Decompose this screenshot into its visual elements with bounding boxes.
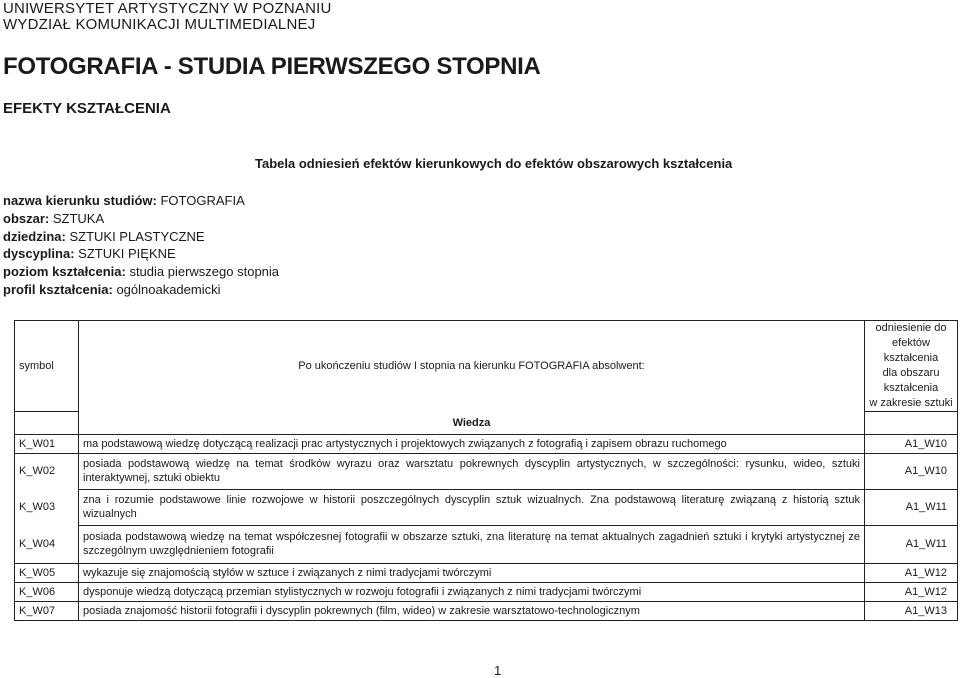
row-description: posiada podstawową wiedzę na temat współczesnej fotografii w obszarze sztuki, zna literaturę na temat aktualnych zagadnień sztuki i krytyki artystycznej ze szczególnym uwzględnieniem fotografii (79, 525, 865, 563)
program-metadata (3, 192, 279, 299)
row-description: ma podstawową wiedzę dotyczącą realizacji prac artystycznych i projektowych związanych z fotografią i zapisem obrazu ruchomego (79, 434, 865, 453)
row-reference: A1_W12 (865, 563, 958, 582)
university-name: UNIWERSYTET ARTYSTYCZNY W POZNANIU (3, 0, 332, 17)
row-reference: A1_W10 (865, 434, 958, 453)
row-symbol: K_W01 (15, 434, 79, 453)
row-description: posiada znajomość historii fotografii i dyscyplin pokrewnych (film, wideo) w zakresie warsztatowo-technologicznym (79, 601, 865, 620)
row-reference: A1_W13 (865, 601, 958, 620)
row-description: dysponuje wiedzą dotyczącą przemian stylistycznych w rozwoju fotografii i związanych z nimi tradycjami twórczymi (79, 582, 865, 601)
row-reference: A1_W10 (865, 453, 958, 489)
row-symbol: K_W07 (15, 601, 79, 620)
meta-profil: profil kształcenia: ogólnoakademicki (3, 281, 221, 297)
section-label: Wiedza (79, 412, 865, 435)
row-symbol: K_W05 (15, 563, 79, 582)
document-title: FOTOGRAFIA - STUDIA PIERWSZEGO STOPNIA (3, 53, 541, 80)
row-symbol: K_W04 (15, 525, 79, 563)
row-description: posiada podstawową wiedzę na temat środków wyrazu oraz warsztatu pokrewnych dyscyplin artystycznych, w szczególności: rysunku, wideo, sztuki interaktywnej, sztuki obiektu (79, 453, 865, 489)
meta-dziedzina: dziedzina: SZTUKI PLASTYCZNE (3, 228, 205, 244)
row-reference: A1_W11 (865, 489, 958, 525)
row-reference: A1_W12 (865, 582, 958, 601)
row-description: zna i rozumie podstawowe linie rozwojowe w historii poszczególnych dyscyplin sztuk wizualnych. Zna podstawową literaturę związaną z historią sztuk wizualnych (79, 489, 865, 525)
section-row (15, 412, 958, 435)
header-symbol: symbol (15, 321, 79, 412)
table-title: Tabela odniesień efektów kierunkowych do efektów obszarowych kształcenia (255, 156, 733, 171)
row-symbol: K_W02 (15, 453, 79, 489)
table-row (15, 601, 958, 620)
meta-poziom: poziom kształcenia: studia pierwszego stopnia (3, 264, 280, 280)
header-description: Po ukończeniu studiów I stopnia na kierunku FOTOGRAFIA absolwent: (79, 321, 865, 412)
table-header-row (15, 321, 958, 412)
page-number: 1 (494, 663, 502, 678)
table-row (15, 525, 958, 563)
row-symbol: K_W03 (15, 489, 79, 525)
row-reference: A1_W11 (865, 525, 958, 563)
table-row (15, 563, 958, 582)
row-symbol: K_W06 (15, 582, 79, 601)
table-row (15, 434, 958, 453)
row-description: wykazuje się znajomością stylów w sztuce i związanych z nimi tradycjami twórczymi (79, 563, 865, 582)
document-subtitle: EFEKTY KSZTAŁCENIA (3, 100, 171, 117)
table-row (15, 489, 958, 525)
meta-obszar: obszar: SZTUKA (3, 210, 105, 226)
header-reference: odniesienie do efektów kształcenia dla obszaru kształcenia w zakresie sztuki (865, 321, 958, 412)
table-row (15, 582, 958, 601)
meta-dyscyplina: dyscyplina: SZTUKI PIĘKNE (3, 246, 176, 262)
meta-kierunek: nazwa kierunku studiów: FOTOGRAFIA (3, 193, 245, 208)
faculty-name: WYDZIAŁ KOMUNIKACJI MULTIMEDIALNEJ (3, 16, 316, 33)
learning-outcomes-table (14, 320, 958, 621)
table-row (15, 453, 958, 489)
